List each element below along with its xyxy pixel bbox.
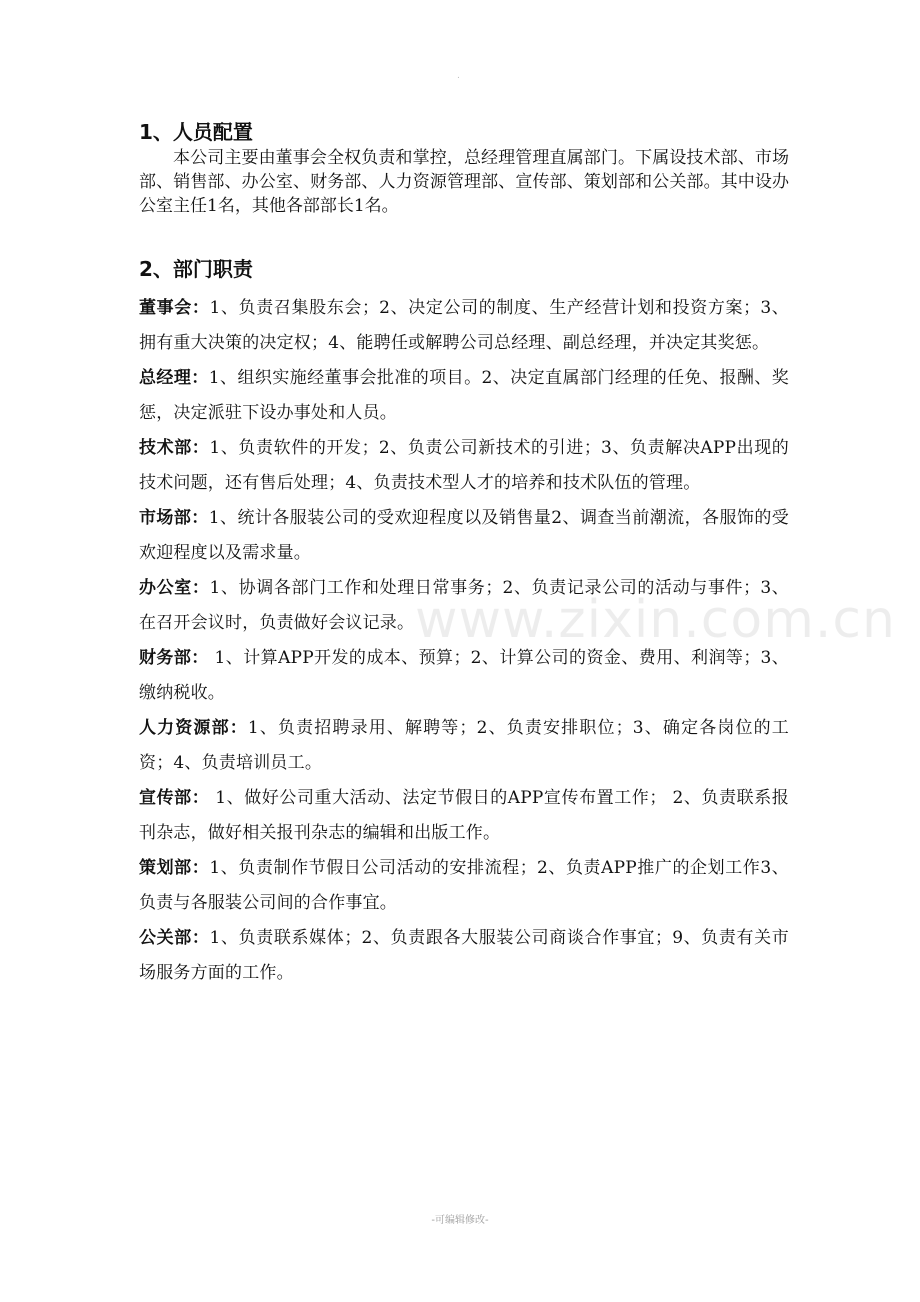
dept-label: 人力资源部： xyxy=(139,718,248,738)
duty-general-manager xyxy=(139,361,789,431)
dept-duties: 1、协调各部门工作和处理日常事务；2、负责记录公司的活动与事件；3、在召开会议时，负责做好会议记录。 xyxy=(139,578,789,633)
dept-label: 财务部： xyxy=(139,648,209,668)
dept-duties: 1、统计各服装公司的受欢迎程度以及销售量2、调查当前潮流，各服饰的受欢迎程度以及需求量。 xyxy=(139,508,789,563)
dept-duties: 1、计算APP开发的成本、预算；2、计算公司的资金、费用、利润等；3、缴纳税收。 xyxy=(139,648,789,703)
section1-heading: 1、人员配置 xyxy=(139,120,253,144)
duty-hr xyxy=(139,711,789,781)
section1-text: 本公司主要由董事会全权负责和掌控，总经理管理直属部门。下属设技术部、市场部、销售部、办公室、财务部、人力资源管理部、宣传部、策划部和公关部。其中设办公室主任1名，其他各部部长1名。 xyxy=(139,148,789,216)
dept-duties: 1、负责召集股东会；2、决定公司的制度、生产经营计划和投资方案；3、拥有重大决策的决定权；4、能聘任或解聘公司总经理、副总经理，并决定其奖惩。 xyxy=(139,298,789,353)
duty-pr xyxy=(139,921,789,991)
dept-label: 技术部： xyxy=(139,438,210,458)
dept-label: 办公室： xyxy=(139,578,210,598)
dept-duties: 1、负责联系媒体；2、负责跟各大服装公司商谈合作事宜；9、负责有关市场服务方面的工作。 xyxy=(139,928,789,983)
duty-board xyxy=(139,291,789,361)
document-body xyxy=(139,118,789,991)
duty-office xyxy=(139,571,789,641)
dept-duties: 1、做好公司重大活动、法定节假日的APP宣传布置工作； 2、负责联系报刊杂志，做好相关报刊杂志的编辑和出版工作。 xyxy=(139,788,789,843)
page-mark: . xyxy=(457,71,460,81)
section2-heading: 2、部门职责 xyxy=(139,257,253,281)
dept-label: 公关部： xyxy=(139,928,210,948)
dept-label: 宣传部： xyxy=(139,788,210,808)
dept-label: 董事会： xyxy=(139,298,210,318)
dept-label: 策划部： xyxy=(139,858,210,878)
dept-duties: 1、组织实施经董事会批准的项目。2、决定直属部门经理的任免、报酬、奖惩，决定派驻下设办事处和人员。 xyxy=(139,368,789,423)
dept-duties: 1、负责招聘录用、解聘等；2、负责安排职位；3、确定各岗位的工资；4、负责培训员工。 xyxy=(139,718,789,773)
dept-label: 市场部： xyxy=(139,508,209,528)
duty-market xyxy=(139,501,789,571)
dept-duties: 1、负责软件的开发；2、负责公司新技术的引进；3、负责解决APP出现的技术问题，还有售后处理；4、负责技术型人才的培养和技术队伍的管理。 xyxy=(139,438,789,493)
page-footer: -可编辑修改- xyxy=(431,1215,489,1226)
duty-tech xyxy=(139,431,789,501)
duty-finance xyxy=(139,641,789,711)
dept-duties: 1、负责制作节假日公司活动的安排流程；2、负责APP推广的企划工作3、负责与各服装公司间的合作事宜。 xyxy=(139,858,789,913)
dept-label: 总经理： xyxy=(139,368,209,388)
duty-publicity xyxy=(139,781,789,851)
watermark: www.zixin.com.cn xyxy=(415,590,896,650)
duty-planning xyxy=(139,851,789,921)
